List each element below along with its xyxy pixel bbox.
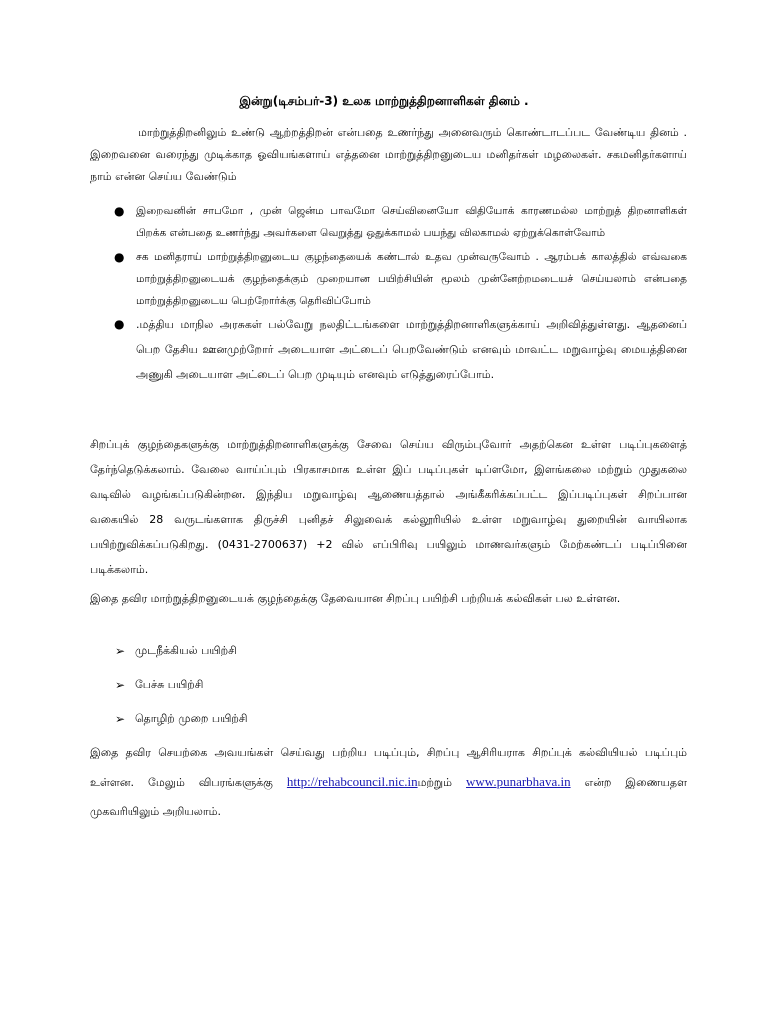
list-item <box>115 640 247 674</box>
more-info-text-end: என்ற இணையதள முகவரியிலும் அறியலாம். <box>90 776 688 818</box>
list-item <box>110 246 687 312</box>
more-info-text-and: மற்றும் <box>417 776 467 789</box>
list-item-text: முடநீக்கியல் பயிற்சி <box>135 644 237 657</box>
list-item-text: இறைவனின் சாபமோ , முன் ஜென்ம பாவமோ செய்வினையோ விதியோக் காரணமல்ல மாற்றுத் திறனாளிகள் பிறக்க என்பதை உணர்ந்து அவர்களை வெறுத்து ஒதுக்காமல் பயந்து விலகாமல் ஏற்றுக்கொள்வோம் <box>136 205 687 239</box>
training-list <box>115 640 247 742</box>
disc-bullet-icon: ● <box>114 204 125 218</box>
list-item <box>115 674 247 708</box>
bullet-list <box>110 200 687 387</box>
page-title: இன்று(டிசம்பர்-3) உலக மாற்றுத்திறனாளிகள் தினம் . <box>239 94 529 108</box>
more-info-text: இதை தவிர செயற்கை அவயங்கள் செய்வது பற்றிய படிப்பும், சிறப்பு ஆசிரியராக சிறப்புக் கல்வியியல் படிப்பும் உள்ளன. மேலும் விபரங்களுக்கு <box>90 746 687 789</box>
arrowhead-bullet-icon: ➢ <box>115 712 126 726</box>
list-item <box>110 200 687 244</box>
punarbhava-link[interactable]: www.punarbhava.in <box>466 774 571 789</box>
list-item-text: சக மனிதராய் மாற்றுத்திறனுடைய குழந்தையைக் கண்டால் உதவ முன்வருவோம் . ஆரம்பக் காலத்தில் எவ்வகை மாற்றுத்திறனுடையக் குழந்தைக்கும் முறையான பயிற்சியின் மூலம் முன்னேற்றமடையச் செய்யலாம் என்பதை மாற்றுத்திறனுடைய பெற்றோர்க்கு தெரிவிப்போம் <box>136 251 687 307</box>
disc-bullet-icon: ● <box>114 250 125 264</box>
list-item-text: தொழிற் முறை பயிற்சி <box>135 712 248 725</box>
intro-paragraph: மாற்றுத்திறனிலும் உண்டு ஆற்றத்திறன் என்பதை உணர்ந்து அனைவரும் கொண்டாடப்பட வேண்டிய தினம் . இறைவனை வரைந்து முடிக்காத ஓவியங்களாய் எத்தனை மாற்றுத்திறனுடைய மனிதர்கள் மழலைகள். சகமனிதர்களாய் நாம் என்ன செய்ய வேண்டும் <box>90 126 687 183</box>
list-item <box>110 312 687 387</box>
arrowhead-bullet-icon: ➢ <box>115 678 126 692</box>
list-item <box>115 708 247 742</box>
list-item-text: பேச்சு பயிற்சி <box>135 678 204 691</box>
courses-paragraph: சிறப்புக் குழந்தைகளுக்கு மாற்றுத்திறனாளிகளுக்கு சேவை செய்ய விரும்புவோர் அதற்கென உள்ள படிப்புகளைத் தேர்ந்தெடுக்கலாம். வேலை வாய்ப்பும் பிரகாசமாக உள்ள இப் படிப்புகள் டிப்ளமோ, இளங்கலை மற்றும் முதுகலை வடிவில் வழங்கப்படுகின்றன. இந்திய மறுவாழ்வு ஆணையத்தால் அங்கீகரிக்கப்பட்ட இப்படிப்புகள் சிறப்பான வகையில் 28 வருடங்களாக திருச்சி புனிதச் சிலுவைக் கல்லூரியில் உள்ள மறுவாழ்வு துறையின் வாயிலாக பயிற்றுவிக்கப்படுகிறது. (0431-2700637) +2 வில் எப்பிரிவு பயிலும் மாணவர்களும் மேற்கண்டப் படிப்பினை படிக்கலாம். <box>90 438 687 576</box>
list-item-text: .மத்திய மாநில அரசுகள் பல்வேறு நலதிட்டங்களை மாற்றுத்திறனாளிகளுக்காய் அறிவித்துள்ளது. ஆதனைப் பெற தேசிய ஊனமுற்றோர் அடையாள அட்டைப் பெறவேண்டும் எனவும் மாவட்ட மறுவாழ்வு மையத்தினை அணுகி அடையாள அட்டைப் பெற முடியும் எனவும் எடுத்துரைப்போம். <box>136 318 687 381</box>
training-intro-paragraph: இதை தவிர மாற்றுத்திறனுடையக் குழந்தைக்கு தேவையான சிறப்பு பயிற்சி பற்றியக் கல்விகள் பல உள்ளன. <box>90 592 621 605</box>
more-info-paragraph <box>90 738 687 826</box>
arrowhead-bullet-icon: ➢ <box>115 644 126 658</box>
rehabcouncil-link[interactable]: http://rehabcouncil.nic.in <box>286 774 418 789</box>
disc-bullet-icon: ● <box>114 317 125 331</box>
